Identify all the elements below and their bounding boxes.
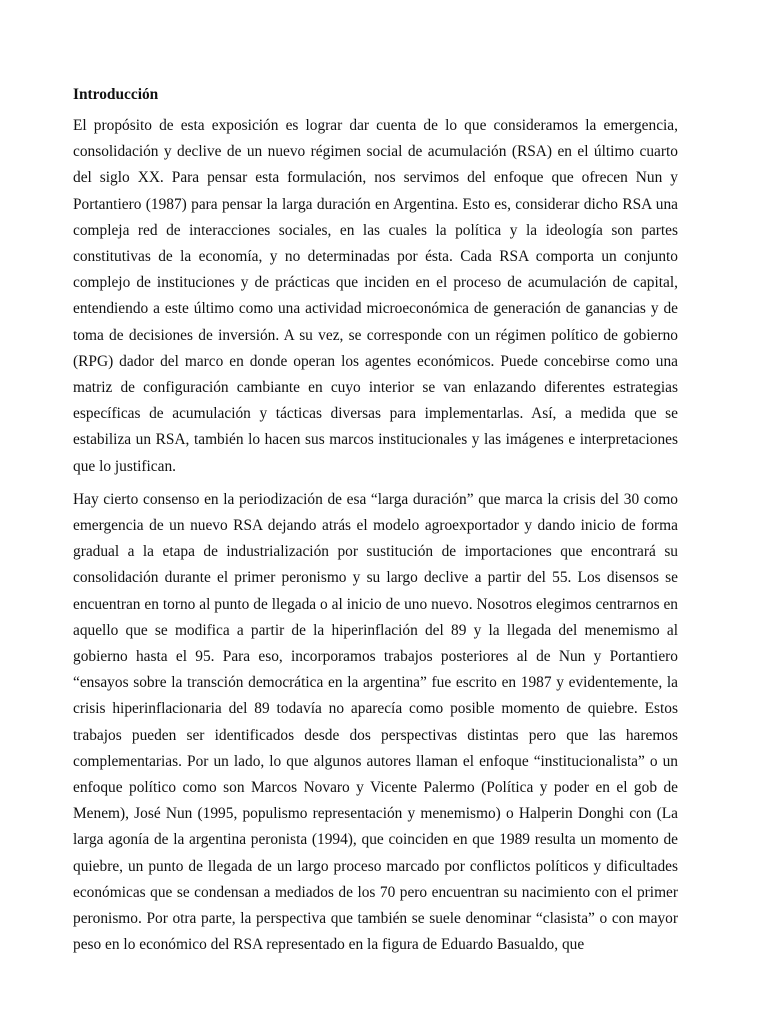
section-heading: Introducción [73,86,159,103]
paragraph-1: El propósito de esta exposición es lograr dar cuenta de lo que consideramos la emergencia, consolidación y declive de un nuevo régimen social de acumulación (RSA) en el último cuarto del siglo XX. Para pensar esta formulación, nos servimos del enfoque que ofrecen Nun y Portantiero (1987) para pensar la larga duración en Argentina. Esto es, considerar dicho RSA una compleja red de interacciones sociales, en las cuales la política y la ideología son partes constitutivas de la economía, y no determinadas por ésta. Cada RSA comporta un conjunto complejo de instituciones y de prácticas que inciden en el proceso de acumulación de capital, entendiendo a este último como una actividad microeconómica de generación de ganancias y de toma de decisiones de inversión. A su vez, se corresponde con un régimen político de gobierno (RPG) dador del marco en donde operan los agentes económicos. Puede concebirse como una matriz de configuración cambiante en cuyo interior se van enlazando diferentes estrategias específicas de acumulación y tácticas diversas para implementarlas. Así, a medida que se estabiliza un RSA, también lo hacen sus marcos institucionales y las imágenes e interpretaciones que lo justifican. [73,117,678,475]
paragraph-2: Hay cierto consenso en la periodización de esa “larga duración” que marca la crisis del 30 como emergencia de un nuevo RSA dejando atrás el modelo agroexportador y dando inicio de forma gradual a la etapa de industrialización por sustitución de importaciones que encontrará su consolidación durante el primer peronismo y su largo declive a partir del 55. Los disensos se encuentran en torno al punto de llegada o al inicio de uno nuevo. Nosotros elegimos centrarnos en aquello que se modifica a partir de la hiperinflación del 89 y la llegada del menemismo al gobierno hasta el 95. Para eso, incorporamos trabajos posteriores al de Nun y Portantiero “ensayos sobre la transción democrática en la argentina” fue escrito en 1987 y evidentemente, la crisis hiperinflacionaria del 89 todavía no aparecía como posible momento de quiebre. Estos trabajos pueden ser identificados desde dos perspectivas distintas pero que las haremos complementarias. Por un lado, lo que algunos autores llaman el enfoque “institucionalista” o un enfoque político como son Marcos Novaro y Vicente Palermo (Política y poder en el gob de Menem), José Nun (1995, populismo representación y menemismo) o Halperin Donghi con (La larga agonía de la argentina peronista (1994), que coinciden en que 1989 resulta un momento de quiebre, un punto de llegada de un largo proceso marcado por conflictos políticos y dificultades económicas que se condensan a mediados de los 70 pero encuentran su nacimiento con el primer peronismo. Por otra parte, la perspectiva que también se suele denominar “clasista” o con mayor peso en lo económico del RSA representado en la figura de Eduardo Basualdo, que [73,490,678,954]
document-body [73,84,678,966]
